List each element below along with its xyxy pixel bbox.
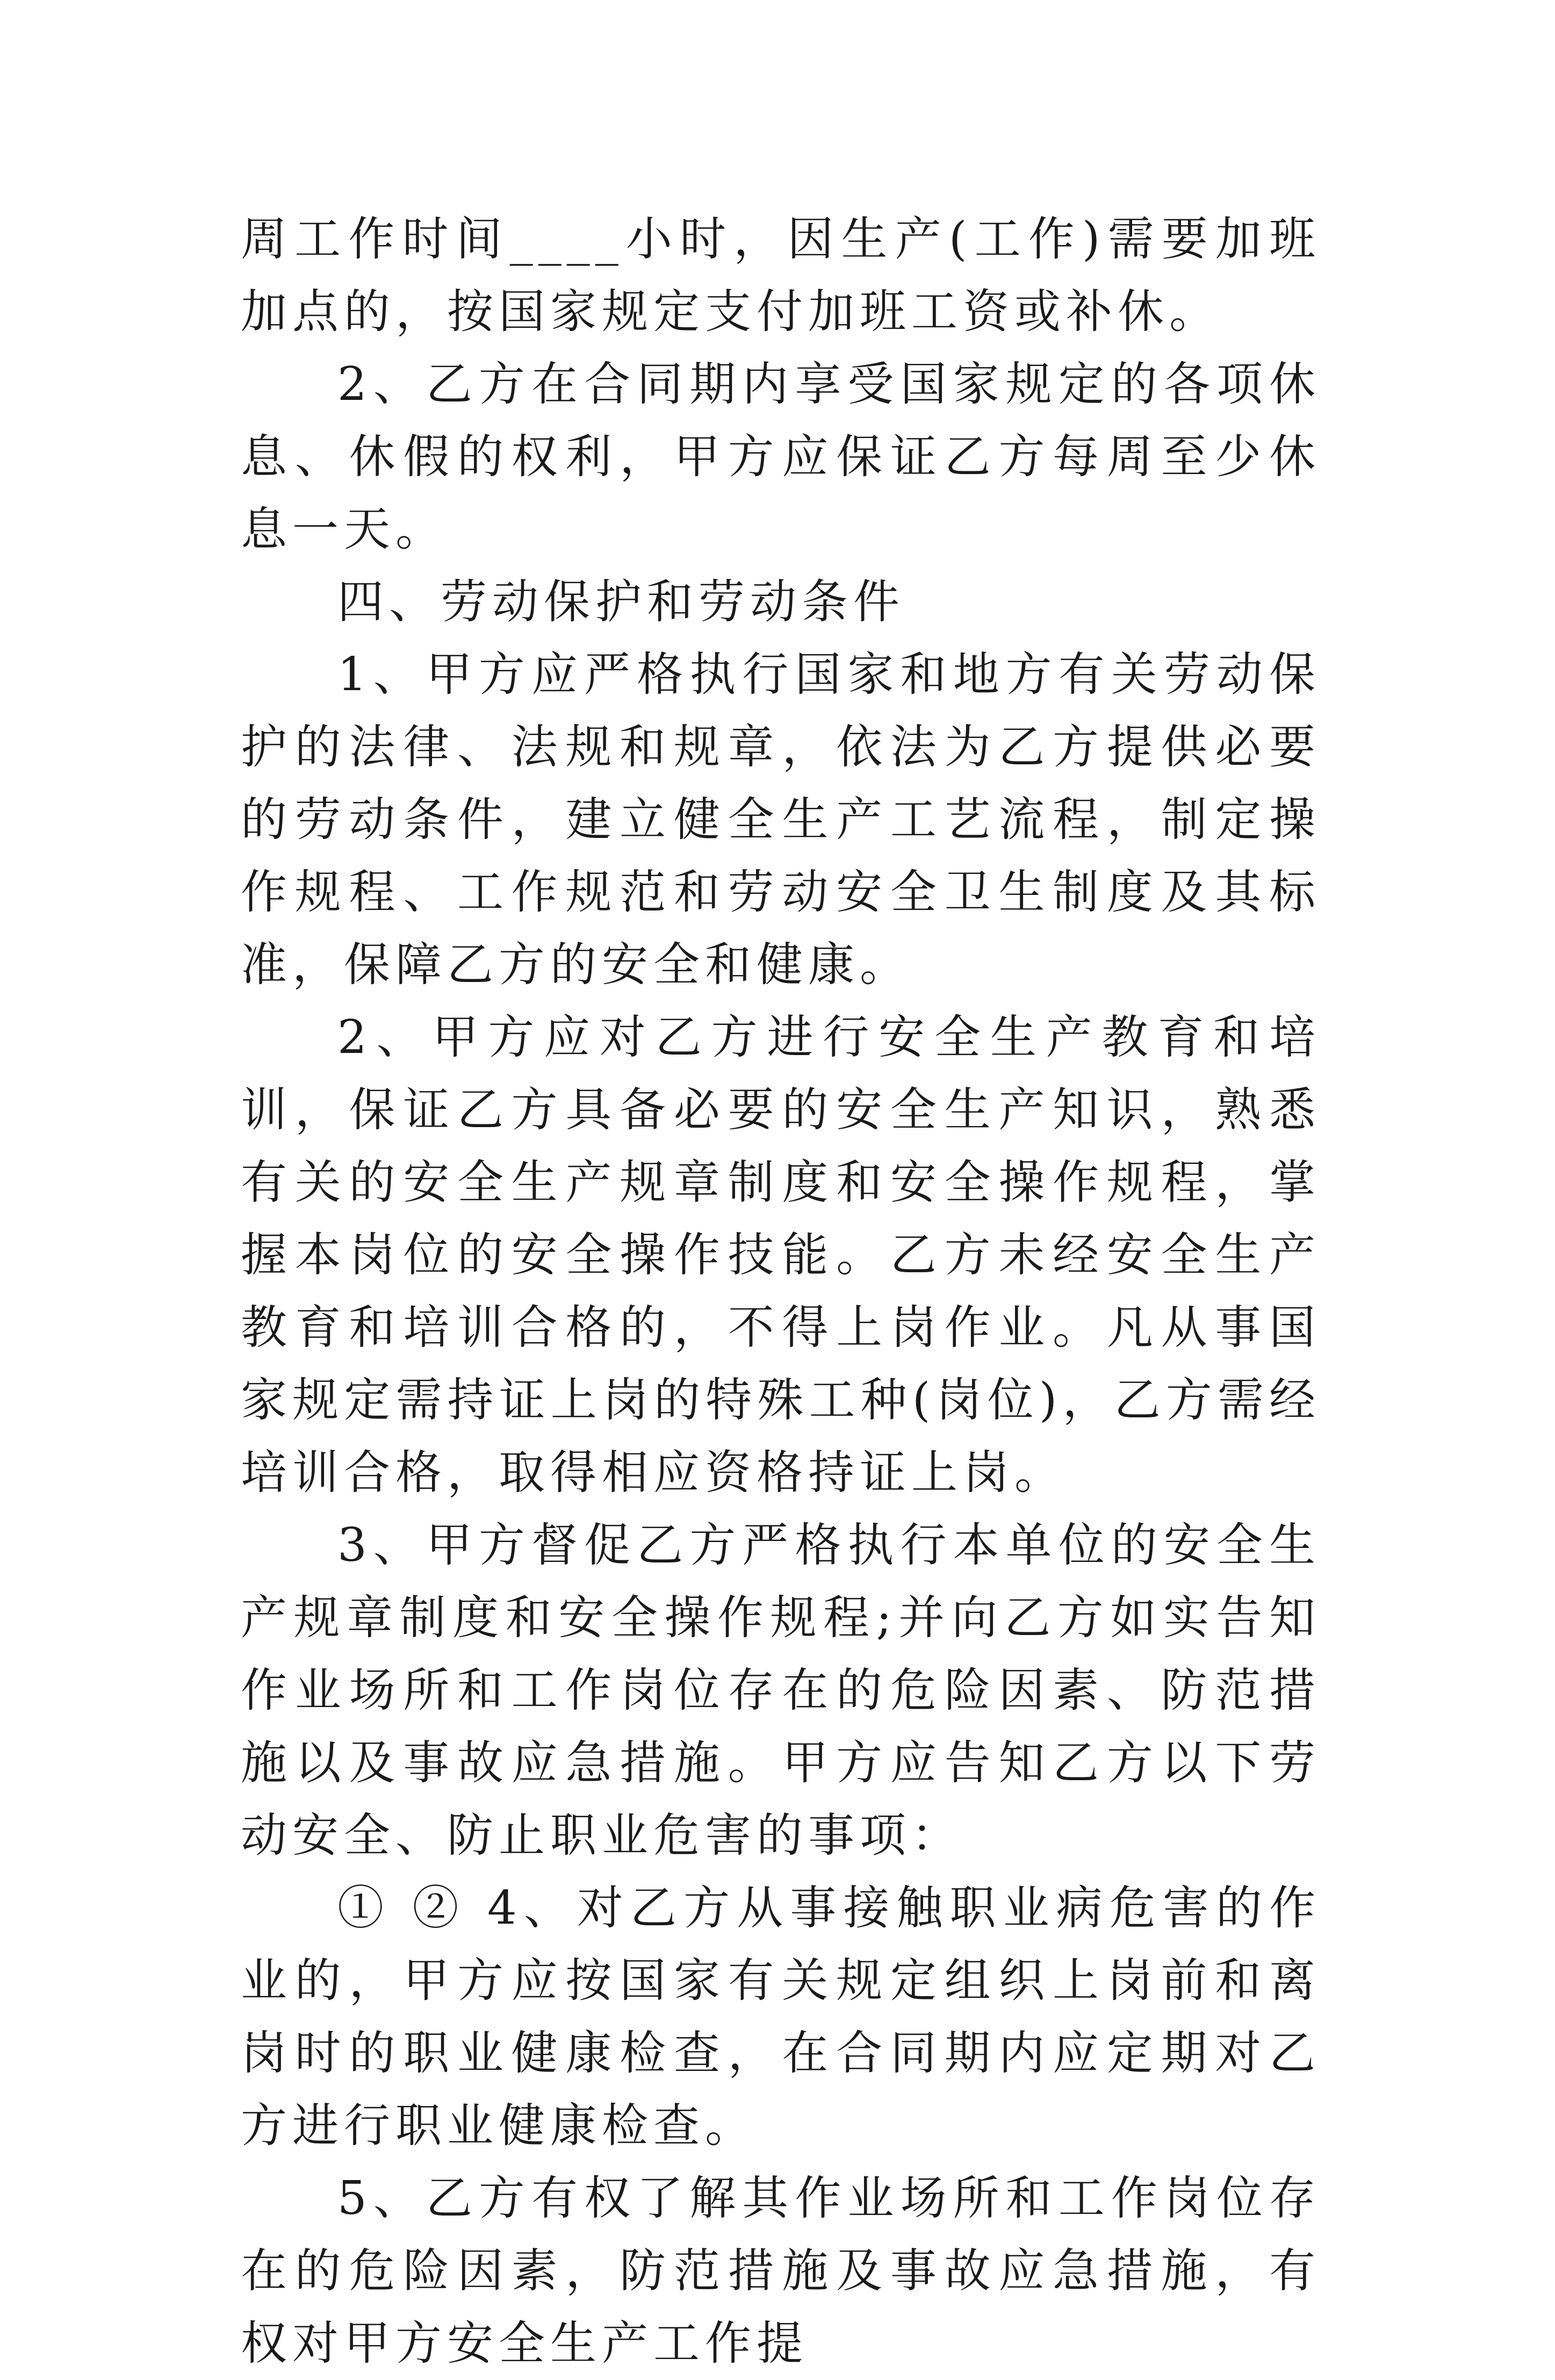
document-body xyxy=(241,203,1321,2380)
paragraph-safety-training-2: 2、甲方应对乙方进行安全生产教育和培训，保证乙方具备必要的安全生产知识，熟悉有关的安全生产规章制度和安全操作规程，掌握本岗位的安全操作技能。乙方未经安全生产教育和培训合格的，不得上岗作业。凡从事国家规定需持证上岗的特殊工种(岗位)，乙方需经培训合格，取得相应资格持证上岗。 xyxy=(241,1010,1321,1500)
paragraph-safety-rules-3: 3、甲方督促乙方严格执行本单位的安全生产规章制度和安全操作规程;并向乙方如实告知作业场所和工作岗位存在的危险因素、防范措施以及事故应急措施。甲方应告知乙方以下劳动安全、防止职业危害的事项： xyxy=(241,1518,1321,1862)
section-heading-labor-protection: 四、劳动保护和劳动条件 xyxy=(337,575,905,629)
paragraph-rest-rights: 2、乙方在合同期内享受国家规定的各项休息、休假的权利，甲方应保证乙方每周至少休息一天。 xyxy=(241,357,1321,556)
paragraph-labor-protection-1: 1、甲方应严格执行国家和地方有关劳动保护的法律、法规和规章，依法为乙方提供必要的劳动条件，建立健全生产工艺流程，制定操作规程、工作规范和劳动安全卫生制度及其标准，保障乙方的安全和健康。 xyxy=(241,648,1321,992)
paragraph-health-check-4: ① ② 4、对乙方从事接触职业病危害的作业的，甲方应按国家有关规定组织上岗前和离岗时的职业健康检查，在合同期内应定期对乙方进行职业健康检查。 xyxy=(241,1881,1321,2153)
paragraph-working-hours: 周工作时间____小时，因生产(工作)需要加班加点的，按国家规定支付加班工资或补休。 xyxy=(241,212,1321,339)
paragraph-risk-awareness-5: 5、乙方有权了解其作业场所和工作岗位存在的危险因素，防范措施及事故应急措施，有权对甲方安全生产工作提 xyxy=(241,2171,1321,2370)
